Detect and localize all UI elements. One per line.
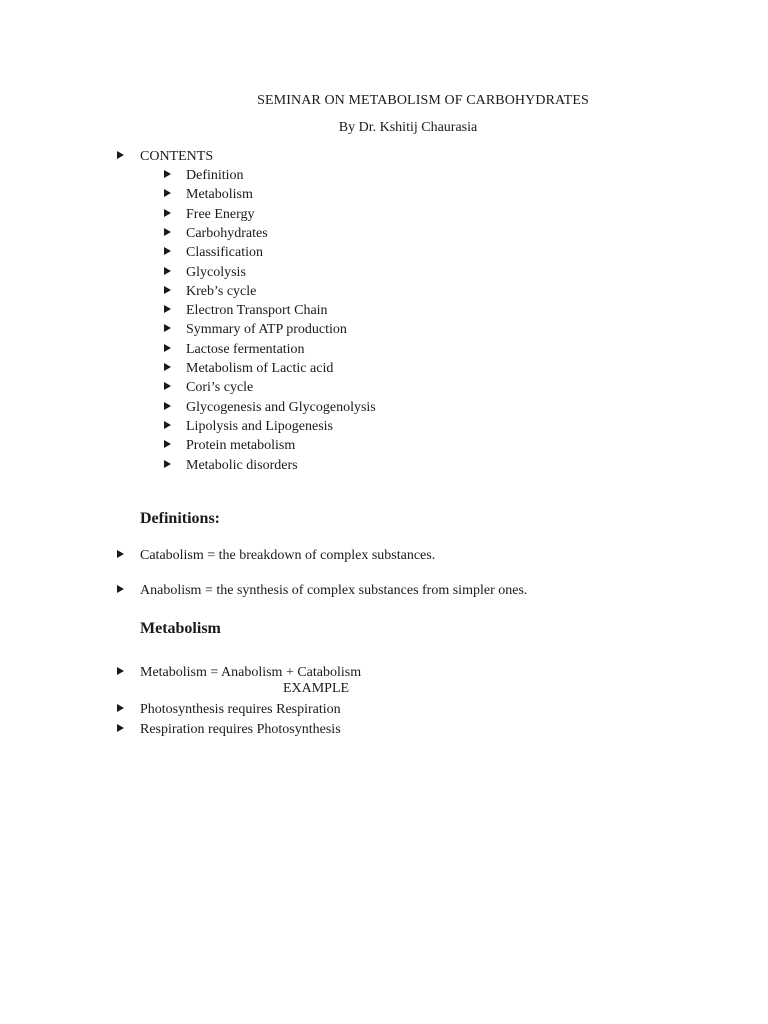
bullet-arrow-icon (164, 421, 171, 429)
bullet-arrow-icon (117, 151, 124, 159)
bullet-arrow-icon (117, 724, 124, 732)
definitions-heading: Definitions: (140, 510, 220, 527)
contents-item-label: Lactose fermentation (186, 342, 305, 357)
example-text: Respiration requires Photosynthesis (140, 722, 341, 737)
bullet-arrow-icon (117, 704, 124, 712)
contents-item-label: Metabolic disorders (186, 458, 298, 473)
bullet-arrow-icon (117, 667, 124, 675)
metabolism-heading: Metabolism (140, 620, 221, 637)
metabolism-equation: Metabolism = Anabolism + Catabolism (140, 665, 362, 680)
bullet-arrow-icon (164, 324, 171, 332)
bullet-arrow-icon (164, 286, 171, 294)
example-label: EXAMPLE (282, 681, 350, 696)
definition-text: Catabolism = the breakdown of complex substances. (140, 548, 436, 563)
bullet-arrow-icon (164, 267, 171, 275)
contents-item-label: Classification (186, 245, 263, 260)
contents-item-label: Carbohydrates (186, 226, 268, 241)
document-title: SEMINAR ON METABOLISM OF CARBOHYDRATES (257, 93, 589, 108)
contents-item-label: Metabolism of Lactic acid (186, 361, 334, 376)
bullet-arrow-icon (164, 170, 171, 178)
contents-item-label: Free Energy (186, 207, 255, 222)
contents-item-label: Symmary of ATP production (186, 322, 347, 337)
contents-item-label: Cori’s cycle (186, 380, 254, 395)
bullet-arrow-icon (164, 440, 171, 448)
bullet-arrow-icon (164, 344, 171, 352)
example-text: Photosynthesis requires Respiration (140, 702, 341, 717)
document-author: By Dr. Kshitij Chaurasia (338, 120, 478, 135)
bullet-arrow-icon (164, 247, 171, 255)
bullet-arrow-icon (117, 550, 124, 558)
bullet-arrow-icon (164, 189, 171, 197)
contents-item-label: Lipolysis and Lipogenesis (186, 419, 333, 434)
bullet-arrow-icon (164, 305, 171, 313)
bullet-arrow-icon (164, 460, 171, 468)
contents-item-label: Kreb’s cycle (186, 284, 257, 299)
contents-item-label: Glycolysis (186, 265, 246, 280)
bullet-arrow-icon (164, 382, 171, 390)
contents-item-label: Glycogenesis and Glycogenolysis (186, 400, 376, 415)
definition-text: Anabolism = the synthesis of complex substances from simpler ones. (140, 583, 528, 598)
bullet-arrow-icon (164, 228, 171, 236)
contents-item-label: Metabolism (186, 187, 253, 202)
bullet-arrow-icon (164, 402, 171, 410)
contents-item-label: Protein metabolism (186, 438, 296, 453)
contents-item-label: Electron Transport Chain (186, 303, 328, 318)
bullet-arrow-icon (164, 209, 171, 217)
bullet-arrow-icon (164, 363, 171, 371)
bullet-arrow-icon (117, 585, 124, 593)
contents-label: CONTENTS (140, 149, 214, 164)
contents-item-label: Definition (186, 168, 244, 183)
